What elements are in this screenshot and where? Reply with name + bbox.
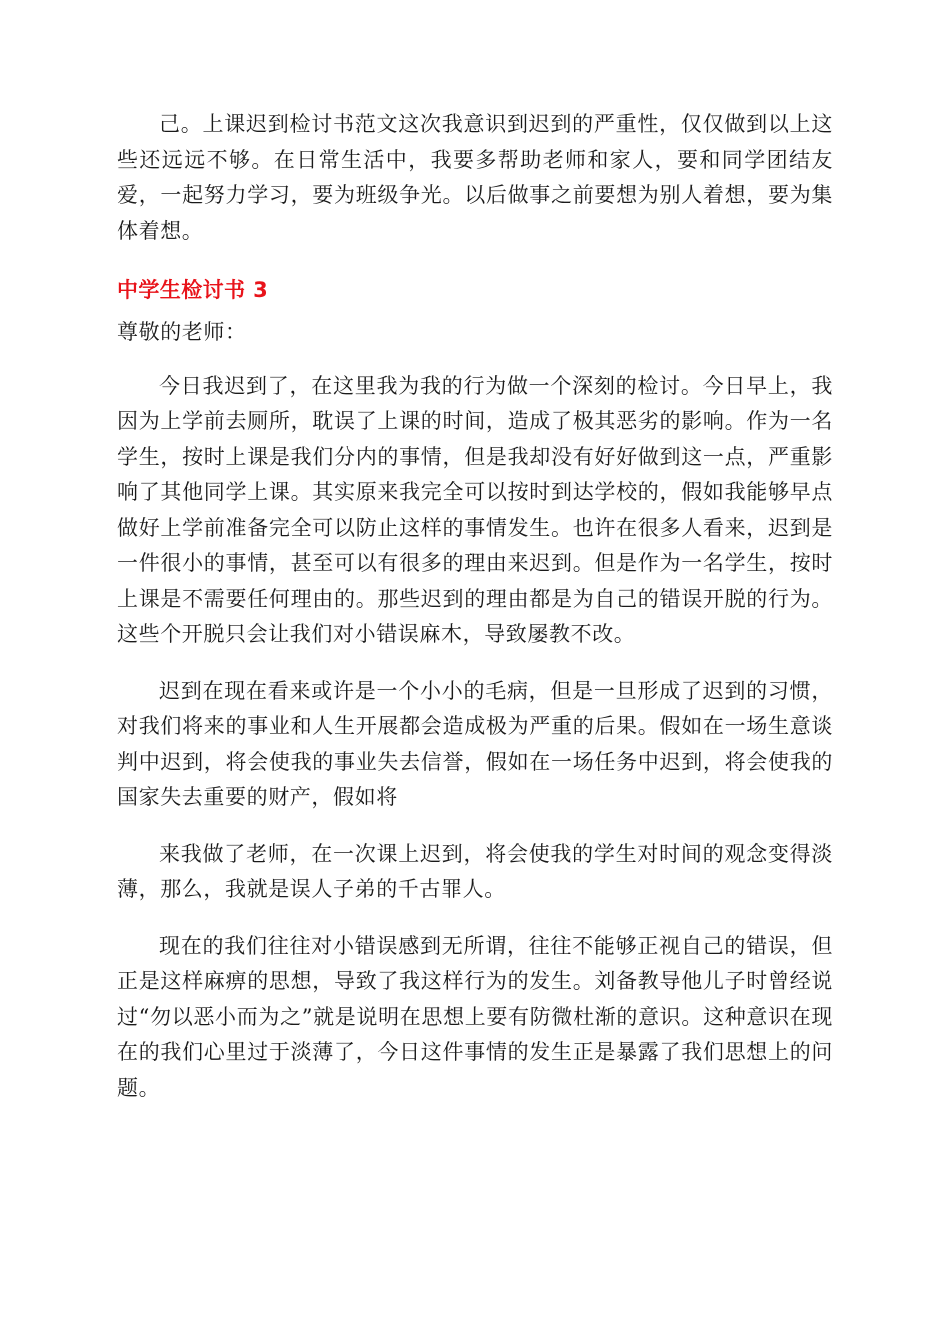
body-paragraph-3: 来我做了老师，在一次课上迟到，将会使我的学生对时间的观念变得淡薄，那么，我就是误人子弟的千古罪人。 (117, 841, 833, 901)
body-paragraph-4: 现在的我们往往对小错误感到无所谓，往往不能够正视自己的错误，但正是这样麻痹的思想，导致了我这样行为的发生。刘备教导他儿子时曾经说过“勿以恶小而为之”就是说明在思想上要有防微杜渐的意识。这种意识在现在的我们心里过于淡薄了，今日这件事情的发生正是暴露了我们思想上的问题。 (117, 933, 833, 1100)
greeting-line: 尊敬的老师： (117, 320, 247, 344)
body-paragraph-2: 迟到在现在看来或许是一个小小的毛病，但是一旦形成了迟到的习惯，对我们将来的事业和人生开展都会造成极为严重的后果。假如在一场生意谈判中迟到，将会使我的事业失去信誉，假如在一场任务中迟到，将会使我的国家失去重要的财产，假如将 (117, 678, 833, 809)
intro-paragraph: 己。上课迟到检讨书范文这次我意识到迟到的严重性，仅仅做到以上这些还远远不够。在日常生活中，我要多帮助老师和家人，要和同学团结友爱，一起努力学习，要为班级争光。以后做事之前要想为别人着想，要为集体着想。 (117, 112, 833, 243)
body-paragraph-1: 今日我迟到了，在这里我为我的行为做一个深刻的检讨。今日早上，我因为上学前去厕所，耽误了上课的时间，造成了极其恶劣的影响。作为一名学生，按时上课是我们分内的事情，但是我却没有好好做到这一点，严重影响了其他同学上课。其实原来我完全可以按时到达学校的，假如我能够早点做好上学前准备完全可以防止这样的事情发生。也许在很多人看来，迟到是一件很小的事情，甚至可以有很多的理由来迟到。但是作为一名学生，按时上课是不需要任何理由的。那些迟到的理由都是为自己的错误开脱的行为。这些个开脱只会让我们对小错误麻木，导致屡教不改。 (117, 373, 833, 646)
section-heading: 中学生检讨书 3 (117, 278, 269, 302)
document-body (117, 107, 833, 1127)
